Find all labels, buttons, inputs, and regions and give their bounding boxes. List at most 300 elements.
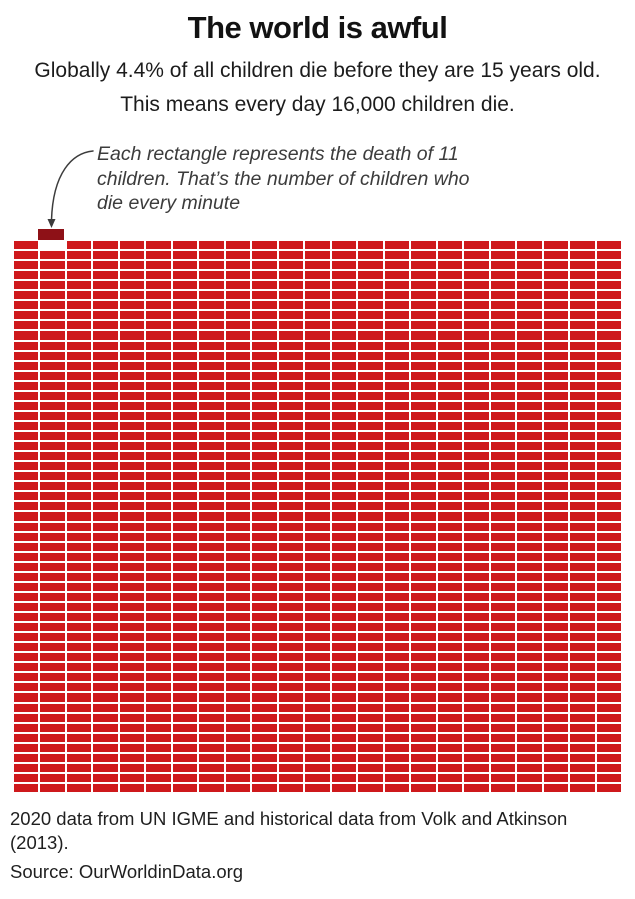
grid-cell <box>40 764 64 772</box>
grid-cell <box>464 382 488 390</box>
grid-cell <box>252 774 276 782</box>
grid-cell <box>411 734 435 742</box>
grid-cell <box>93 352 117 360</box>
grid-cell <box>199 452 223 460</box>
grid-cell <box>358 643 382 651</box>
grid-cell <box>226 402 250 410</box>
grid-cell <box>252 704 276 712</box>
grid-cell <box>252 613 276 621</box>
grid-cell <box>14 754 38 762</box>
grid-cell <box>199 593 223 601</box>
grid-cell <box>385 281 409 289</box>
grid-cell <box>173 543 197 551</box>
grid-cell <box>252 482 276 490</box>
grid-cell <box>597 643 621 651</box>
grid-cell <box>226 573 250 581</box>
grid-cell <box>67 754 91 762</box>
grid-cell <box>570 402 594 410</box>
grid-cell <box>570 492 594 500</box>
grid-cell <box>305 422 329 430</box>
grid-cell <box>199 563 223 571</box>
grid-cell <box>93 271 117 279</box>
grid-cell <box>491 633 515 641</box>
grid-cell <box>40 502 64 510</box>
grid-cell <box>252 251 276 259</box>
grid-cell <box>332 593 356 601</box>
grid-cell <box>67 291 91 299</box>
grid-cell <box>332 452 356 460</box>
grid-cell <box>173 563 197 571</box>
grid-cell <box>305 764 329 772</box>
grid-cell <box>570 412 594 420</box>
grid-cell <box>544 301 568 309</box>
grid-cell <box>67 613 91 621</box>
grid-cell <box>146 311 170 319</box>
grid-cell <box>570 593 594 601</box>
grid-cell <box>597 633 621 641</box>
grid-cell <box>491 362 515 370</box>
grid-cell <box>358 583 382 591</box>
grid-cell <box>93 261 117 269</box>
grid-cell <box>544 502 568 510</box>
grid-cell <box>14 593 38 601</box>
grid-cell <box>67 271 91 279</box>
grid-cell <box>491 583 515 591</box>
grid-cell <box>332 382 356 390</box>
grid-cell <box>517 241 541 249</box>
grid-cell <box>570 452 594 460</box>
highlighted-rectangle <box>38 229 64 240</box>
grid-cell <box>93 502 117 510</box>
grid-cell <box>305 402 329 410</box>
grid-cell <box>517 623 541 631</box>
grid-cell <box>332 261 356 269</box>
grid-cell <box>438 543 462 551</box>
grid-cell <box>438 744 462 752</box>
grid-cell <box>385 372 409 380</box>
grid-cell <box>597 553 621 561</box>
grid-cell <box>544 633 568 641</box>
grid-cell <box>544 774 568 782</box>
grid-cell <box>411 553 435 561</box>
grid-cell <box>199 382 223 390</box>
grid-cell <box>226 563 250 571</box>
grid-cell <box>173 754 197 762</box>
grid-cell <box>173 774 197 782</box>
grid-cell <box>252 653 276 661</box>
grid-cell <box>305 432 329 440</box>
grid-cell <box>226 472 250 480</box>
grid-cell <box>305 533 329 541</box>
grid-cell <box>358 693 382 701</box>
grid-cell <box>305 442 329 450</box>
grid-cell <box>93 693 117 701</box>
grid-cell <box>332 372 356 380</box>
grid-cell <box>385 472 409 480</box>
grid-cell <box>332 462 356 470</box>
grid-cell <box>199 744 223 752</box>
grid-cell <box>411 342 435 350</box>
grid-cell <box>544 704 568 712</box>
grid-cell <box>438 693 462 701</box>
grid-cell <box>491 523 515 531</box>
grid-cell <box>305 261 329 269</box>
grid-cell <box>517 583 541 591</box>
grid-cell <box>491 502 515 510</box>
grid-cell <box>411 352 435 360</box>
grid-cell <box>173 342 197 350</box>
grid-cell <box>120 583 144 591</box>
grid-cell <box>279 382 303 390</box>
grid-cell <box>517 331 541 339</box>
grid-cell <box>464 462 488 470</box>
grid-cell <box>14 543 38 551</box>
grid-cell <box>332 693 356 701</box>
grid-cell <box>279 331 303 339</box>
grid-cell <box>438 754 462 762</box>
grid-cell <box>40 241 64 249</box>
grid-cell <box>40 673 64 681</box>
grid-cell <box>332 774 356 782</box>
grid-cell <box>597 492 621 500</box>
grid-cell <box>226 714 250 722</box>
grid-cell <box>570 724 594 732</box>
grid-cell <box>570 653 594 661</box>
grid-cell <box>226 352 250 360</box>
grid-cell <box>517 764 541 772</box>
grid-cell <box>385 653 409 661</box>
grid-cell <box>199 432 223 440</box>
grid-cell <box>120 482 144 490</box>
grid-cell <box>199 583 223 591</box>
grid-cell <box>226 271 250 279</box>
grid-cell <box>252 764 276 772</box>
grid-cell <box>93 291 117 299</box>
grid-cell <box>358 311 382 319</box>
grid-cell <box>491 573 515 581</box>
grid-cell <box>438 241 462 249</box>
grid-cell <box>332 734 356 742</box>
grid-cell <box>385 382 409 390</box>
grid-cell <box>597 693 621 701</box>
grid-cell <box>173 523 197 531</box>
grid-cell <box>279 251 303 259</box>
grid-cell <box>199 754 223 762</box>
grid-cell <box>146 573 170 581</box>
grid-cell <box>120 553 144 561</box>
grid-cell <box>544 392 568 400</box>
grid-cell <box>491 301 515 309</box>
grid-cell <box>146 241 170 249</box>
grid-cell <box>173 633 197 641</box>
grid-cell <box>279 402 303 410</box>
grid-cell <box>279 512 303 520</box>
grid-cell <box>173 573 197 581</box>
grid-cell <box>14 744 38 752</box>
grid-cell <box>358 633 382 641</box>
grid-cell <box>199 291 223 299</box>
grid-cell <box>67 563 91 571</box>
grid-cell <box>252 502 276 510</box>
grid-cell <box>173 271 197 279</box>
grid-cell <box>40 714 64 722</box>
grid-cell <box>14 714 38 722</box>
grid-cell <box>146 291 170 299</box>
grid-cell <box>146 583 170 591</box>
grid-cell <box>411 663 435 671</box>
grid-cell <box>570 704 594 712</box>
grid-cell <box>438 663 462 671</box>
grid-cell <box>93 452 117 460</box>
grid-cell <box>491 392 515 400</box>
grid-cell <box>358 714 382 722</box>
grid-cell <box>146 714 170 722</box>
grid-cell <box>279 523 303 531</box>
grid-cell <box>14 533 38 541</box>
grid-cell <box>173 462 197 470</box>
grid-cell <box>199 422 223 430</box>
grid-cell <box>199 663 223 671</box>
grid-cell <box>226 593 250 601</box>
grid-cell <box>517 714 541 722</box>
grid-cell <box>411 362 435 370</box>
grid-cell <box>14 261 38 269</box>
grid-cell <box>120 603 144 611</box>
grid-cell <box>173 683 197 691</box>
grid-cell <box>120 704 144 712</box>
grid-cell <box>67 301 91 309</box>
grid-cell <box>464 523 488 531</box>
grid-cell <box>332 643 356 651</box>
grid-cell <box>67 342 91 350</box>
grid-cell <box>14 352 38 360</box>
grid-cell <box>358 331 382 339</box>
grid-cell <box>332 331 356 339</box>
grid-cell <box>173 301 197 309</box>
grid-cell <box>93 281 117 289</box>
grid-cell <box>67 402 91 410</box>
grid-cell <box>93 321 117 329</box>
grid-cell <box>252 563 276 571</box>
grid-cell <box>438 573 462 581</box>
grid-cell <box>517 392 541 400</box>
grid-cell <box>464 482 488 490</box>
grid-cell <box>544 362 568 370</box>
grid-cell <box>120 422 144 430</box>
grid-cell <box>120 523 144 531</box>
grid-cell <box>279 241 303 249</box>
grid-cell <box>491 462 515 470</box>
grid-cell <box>491 472 515 480</box>
grid-cell <box>358 573 382 581</box>
grid-cell <box>173 352 197 360</box>
grid-cell <box>120 543 144 551</box>
grid-cell <box>120 321 144 329</box>
grid-cell <box>438 653 462 661</box>
grid-cell <box>146 372 170 380</box>
grid-cell <box>358 533 382 541</box>
grid-cell <box>438 422 462 430</box>
grid-cell <box>597 472 621 480</box>
grid-cell <box>226 392 250 400</box>
grid-cell <box>199 261 223 269</box>
grid-cell <box>464 653 488 661</box>
grid-cell <box>597 462 621 470</box>
grid-cell <box>120 784 144 792</box>
grid-cell <box>226 553 250 561</box>
grid-cell <box>411 673 435 681</box>
grid-cell <box>385 301 409 309</box>
grid-cell <box>597 663 621 671</box>
grid-cell <box>570 583 594 591</box>
grid-cell <box>411 422 435 430</box>
grid-cell <box>67 241 91 249</box>
grid-cell <box>438 502 462 510</box>
grid-cell <box>226 372 250 380</box>
grid-cell <box>226 482 250 490</box>
grid-cell <box>279 563 303 571</box>
grid-cell <box>146 683 170 691</box>
grid-cell <box>279 663 303 671</box>
grid-cell <box>517 683 541 691</box>
grid-cell <box>279 714 303 722</box>
grid-cell <box>173 693 197 701</box>
grid-cell <box>40 683 64 691</box>
grid-cell <box>411 291 435 299</box>
grid-cell <box>544 623 568 631</box>
grid-cell <box>464 241 488 249</box>
grid-cell <box>570 754 594 762</box>
grid-cell <box>332 744 356 752</box>
grid-cell <box>332 543 356 551</box>
grid-cell <box>279 784 303 792</box>
grid-cell <box>14 362 38 370</box>
grid-cell <box>146 784 170 792</box>
grid-cell <box>491 402 515 410</box>
grid-cell <box>146 331 170 339</box>
grid-cell <box>517 663 541 671</box>
grid-cell <box>358 734 382 742</box>
grid-cell <box>332 251 356 259</box>
grid-cell <box>464 754 488 762</box>
grid-cell <box>226 653 250 661</box>
grid-cell <box>544 442 568 450</box>
grid-cell <box>597 603 621 611</box>
grid-cell <box>173 432 197 440</box>
grid-cell <box>93 342 117 350</box>
grid-cell <box>570 382 594 390</box>
grid-cell <box>199 553 223 561</box>
grid-cell <box>305 462 329 470</box>
grid-cell <box>332 241 356 249</box>
grid-cell <box>411 382 435 390</box>
grid-cell <box>93 422 117 430</box>
grid-cell <box>93 754 117 762</box>
grid-cell <box>438 352 462 360</box>
grid-cell <box>93 331 117 339</box>
grid-cell <box>464 291 488 299</box>
grid-cell <box>305 482 329 490</box>
grid-cell <box>438 291 462 299</box>
grid-cell <box>570 502 594 510</box>
grid-cell <box>226 683 250 691</box>
grid-cell <box>252 372 276 380</box>
grid-cell <box>279 492 303 500</box>
grid-cell <box>279 593 303 601</box>
grid-cell <box>67 472 91 480</box>
grid-cell <box>517 734 541 742</box>
grid-cell <box>438 452 462 460</box>
grid-cell <box>332 321 356 329</box>
grid-cell <box>146 402 170 410</box>
grid-cell <box>120 693 144 701</box>
grid-cell <box>146 523 170 531</box>
grid-cell <box>67 533 91 541</box>
grid-cell <box>464 613 488 621</box>
grid-cell <box>597 523 621 531</box>
grid-cell <box>93 512 117 520</box>
grid-cell <box>279 442 303 450</box>
grid-cell <box>67 281 91 289</box>
grid-cell <box>464 452 488 460</box>
grid-cell <box>544 533 568 541</box>
grid-cell <box>279 754 303 762</box>
grid-cell <box>305 311 329 319</box>
grid-cell <box>93 603 117 611</box>
grid-cell <box>40 603 64 611</box>
grid-cell <box>305 382 329 390</box>
chart-title: The world is awful <box>187 10 448 45</box>
grid-cell <box>146 643 170 651</box>
grid-cell <box>491 704 515 712</box>
grid-cell <box>146 492 170 500</box>
grid-cell <box>464 693 488 701</box>
grid-cell <box>305 754 329 762</box>
grid-cell <box>40 402 64 410</box>
grid-cell <box>173 372 197 380</box>
grid-cell <box>14 452 38 460</box>
grid-cell <box>411 432 435 440</box>
grid-cell <box>358 744 382 752</box>
grid-cell <box>279 553 303 561</box>
grid-cell <box>464 331 488 339</box>
grid-cell <box>146 452 170 460</box>
grid-cell <box>544 402 568 410</box>
grid-cell <box>14 724 38 732</box>
grid-cell <box>40 362 64 370</box>
grid-cell <box>385 502 409 510</box>
grid-cell <box>464 281 488 289</box>
grid-cell <box>385 734 409 742</box>
grid-cell <box>491 593 515 601</box>
grid-cell <box>491 734 515 742</box>
grid-cell <box>14 271 38 279</box>
grid-cell <box>93 633 117 641</box>
grid-cell <box>597 241 621 249</box>
grid-cell <box>93 784 117 792</box>
grid-cell <box>146 432 170 440</box>
grid-cell <box>305 744 329 752</box>
grid-cell <box>146 412 170 420</box>
grid-cell <box>252 462 276 470</box>
grid-cell <box>67 412 91 420</box>
grid-cell <box>40 734 64 742</box>
grid-cell <box>544 543 568 551</box>
grid-cell <box>279 583 303 591</box>
grid-cell <box>332 683 356 691</box>
grid-cell <box>491 321 515 329</box>
grid-cell <box>464 472 488 480</box>
